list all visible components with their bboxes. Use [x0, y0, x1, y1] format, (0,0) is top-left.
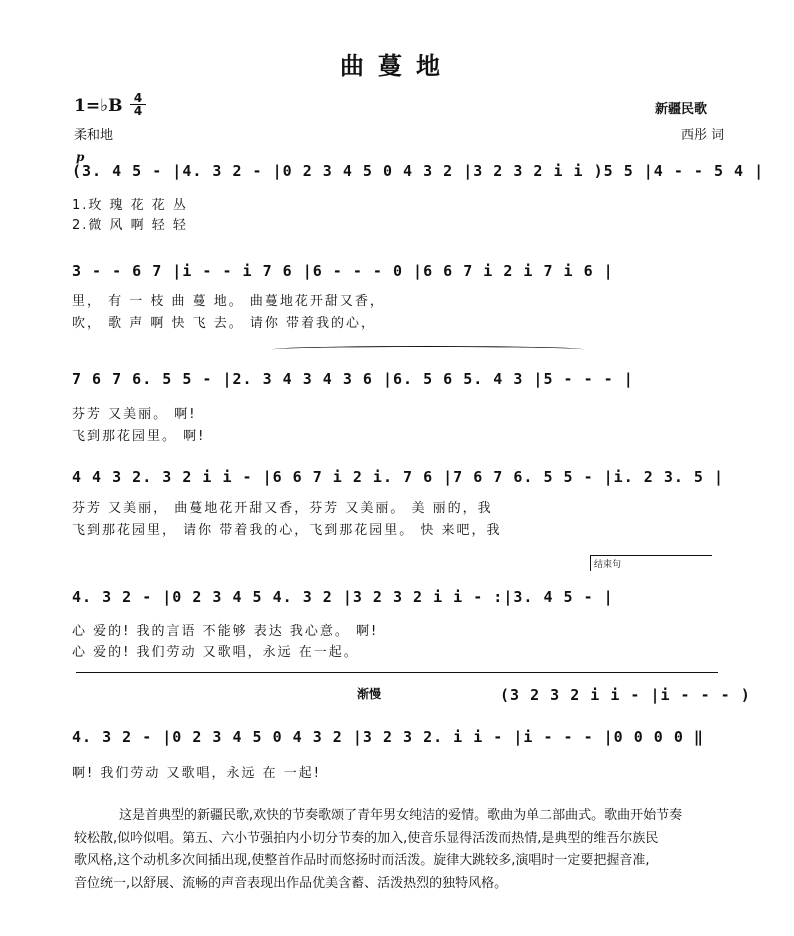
phrase-slur [272, 346, 584, 353]
ending-bracket-label: 结束句 [590, 555, 624, 571]
description-line-1: 这是首典型的新疆民歌,欢快的节奏歌颂了青年男女纯洁的爱情。歌曲为单二部曲式。歌曲开始节奏 [119, 808, 683, 823]
time-signature [130, 92, 146, 117]
lyricist-credit: 西彤 词 [681, 128, 725, 143]
staff-system-6: 4. 3 2 - |0 2 3 4 5 0 4 3 2 |3 2 3 2. i i - |i - - - |0 0 0 0 ‖ [72, 728, 704, 746]
lyrics-verse2-system-5: 心 爱的! 我们劳动 又歌唱，永远 在一起。 [72, 645, 359, 660]
description-line-2: 较松散,似吟似唱。第五、六小节强拍内小切分节奏的加入,使音乐显得活泼而热情,是典型的维吾尔族民 [74, 830, 659, 846]
song-description [74, 805, 732, 895]
staff-system-1: (3. 4 5 - |4. 3 2 - |0 2 3 4 5 0 4 3 2 |3 2 3 2 i i )5 5 |4 - - 5 4 | [72, 162, 765, 180]
expression-marking: 柔和地 [74, 128, 114, 143]
song-title: 曲蔓地 [340, 52, 454, 80]
lyrics-verse2-system-2: 吹， 歌 声 啊 快 飞 去。 请你 带着我的心， [72, 316, 377, 331]
lyrics-verse1-system-2: 里， 有 一 枝 曲 蔓 地。 曲蔓地花开甜又香， [72, 294, 385, 309]
lyrics-verse1-system-5: 心 爱的! 我的言语 不能够 表达 我心意。 啊! [72, 624, 379, 639]
staff-system-6-upper: (3 2 3 2 i i - |i - - - ) [500, 686, 751, 704]
staff-system-5: 4. 3 2 - |0 2 3 4 5 4. 3 2 |3 2 3 2 i i - :|3. 4 5 - | [72, 588, 614, 606]
meter-top: 4 [130, 92, 146, 105]
lyrics-verse1-system-1: 1.玫 瑰 花 花 丛 [72, 198, 188, 213]
lyrics-verse2-system-3: 飞到那花园里。 啊! [72, 429, 206, 444]
staff-system-3: 7 6 7 6. 5 5 - |2. 3 4 3 4 3 6 |6. 5 6 5. 4 3 |5 - - - | [72, 370, 634, 388]
lyrics-verse1-system-3: 芬芳 又美丽。 啊! [72, 407, 197, 422]
lyrics-system-6: 啊! 我们劳动 又歌唱，永远 在 一起! [72, 766, 321, 781]
genre-label: 新疆民歌 [655, 102, 708, 117]
dynamic-marking: p [76, 150, 85, 164]
lyrics-verse1-system-4: 芬芳 又美丽， 曲蔓地花开甜又香，芬芳 又美丽。 美 丽的，我 [72, 501, 493, 516]
ending-divider-line [76, 672, 718, 673]
tempo-marking: 渐慢 [357, 687, 382, 701]
ending-bracket [590, 555, 712, 556]
meter-bottom: 4 [133, 104, 143, 118]
key-signature: 1=♭B [74, 96, 123, 116]
description-line-4: 音位统一,以舒展、流畅的声音表现出作品优美含蓄、活泼热烈的独特风格。 [74, 875, 508, 891]
staff-system-4: 4 4 3 2. 3 2 i i - |6 6 7 i 2 i. 7 6 |7 6 7 6. 5 5 - |i. 2 3. 5 | [72, 468, 724, 486]
description-line-3: 歌风格,这个动机多次间插出现,使整首作品时而悠扬时而活泼。旋律大跳较多,演唱时一定要把握音准, [74, 853, 650, 868]
lyrics-verse2-system-4: 飞到那花园里， 请你 带着我的心，飞到那花园里。 快 来吧，我 [72, 523, 502, 538]
staff-system-2: 3 - - 6 7 |i - - i 7 6 |6 - - - 0 |6 6 7 i 2 i 7 i 6 | [72, 262, 614, 280]
lyrics-verse2-system-1: 2.微 风 啊 轻 轻 [72, 218, 188, 233]
